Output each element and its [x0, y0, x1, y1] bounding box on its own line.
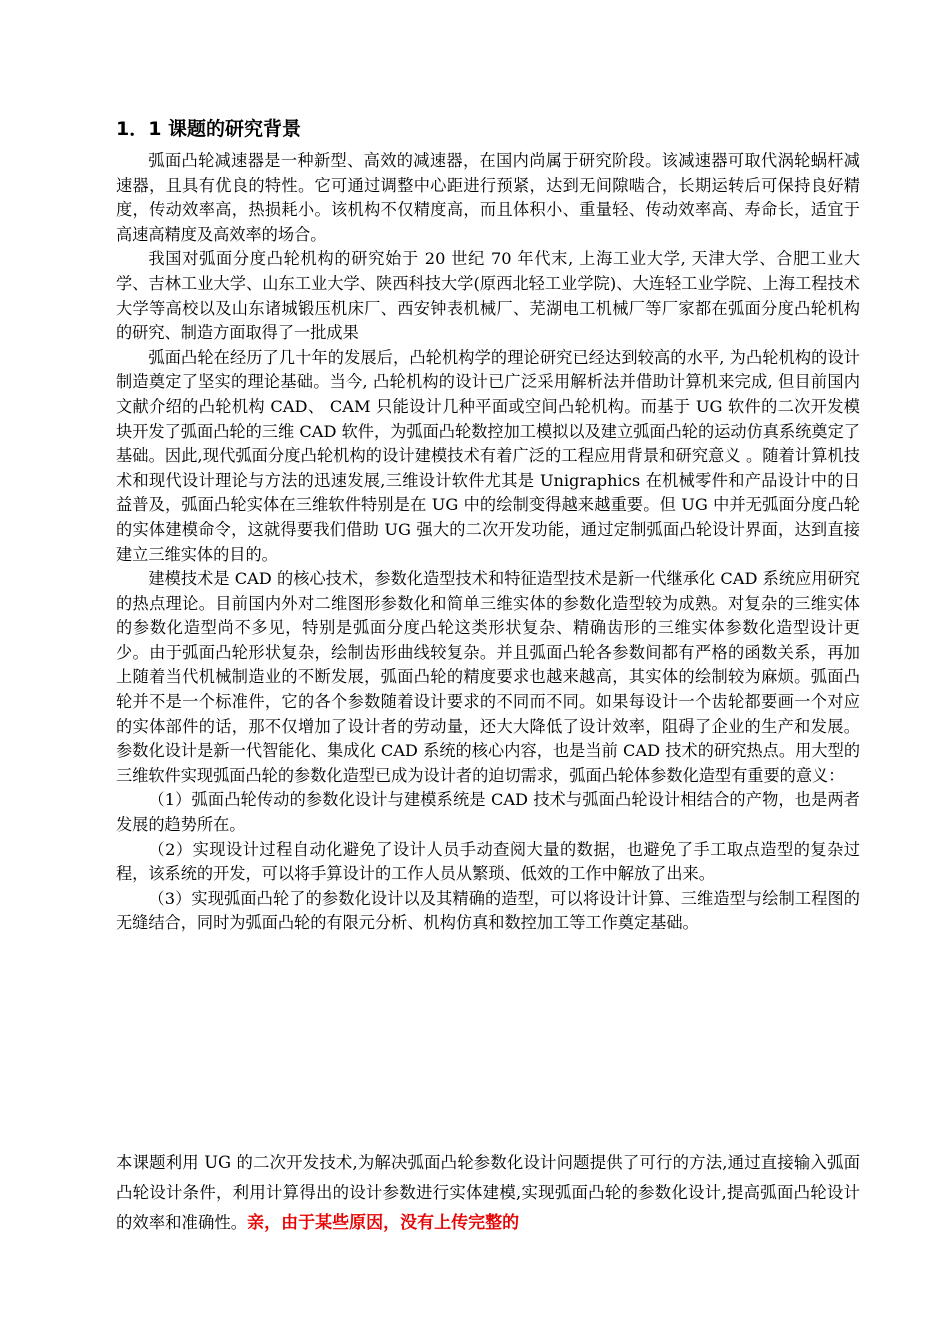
section-heading: 1．1 课题的研究背景: [116, 118, 302, 140]
conclusion-text: 本课题利用 UG 的二次开发技术,为解决弧面凸轮参数化设计问题提供了可行的方法,通过直接输入弧面凸轮设计条件，利用计算得出的设计参数进行实体建模,实现弧面凸轮的参数化设计,提高弧面凸轮设计的效率和准确性。: [116, 1153, 860, 1232]
upload-notice: 亲，由于某些原因，没有上传完整的: [247, 1213, 520, 1233]
body-text: [116, 149, 860, 940]
paragraph-modeling: 建模技术是 CAD 的核心技术，参数化造型技术和特征造型技术是新一代继承化 CAD 系统应用研究的热点理论。目前国内外对二维图形参数化和简单三维实体的参数化造型较为成熟。对复杂的三维实体的参数化造型尚不多见，特别是弧面分度凸轮这类形状复杂、精确齿形的三维实体参数化造型设计更少。由于弧面凸轮形状复杂，绘制齿形曲线较复杂。并且弧面凸轮各参数间都有严格的函数关系，再加上随着当代机械制造业的不断发展，弧面凸轮的精度要求也越来越高，其实体的绘制较为麻烦。弧面凸轮并不是一个标准件，它的各个参数随着设计要求的不同而不同。如果每设计一个齿轮都要画一个对应的实体部件的话，那不仅增加了设计者的劳动量，还大大降低了设计效率，阻碍了企业的生产和发展。参数化设计是新一代智能化、集成化 CAD 系统的核心内容，也是当前 CAD 技术的研究热点。用大型的三维软件实现弧面凸轮的参数化造型已成为设计者的迫切需求，弧面凸轮体参数化造型有重要的意义：: [116, 569, 860, 785]
conclusion-paragraph: [116, 1148, 860, 1238]
paragraph-research-history: 我国对弧面分度凸轮机构的研究始于 20 世纪 70 年代末, 上海工业大学, 天津大学、合肥工业大学、吉林工业大学、山东工业大学、陕西科技大学(原西北轻工业学院)、大连轻工业学院、上海工程技术大学等高校以及山东诸城锻压机床厂、西安钟表机械厂、芜湖电工机械厂等厂家都在弧面分度凸轮机构的研究、制造方面取得了一批成果: [116, 249, 860, 343]
paragraph-intro: 弧面凸轮减速器是一种新型、高效的减速器，在国内尚属于研究阶段。该减速器可取代涡轮蜗杆减速器，且具有优良的特性。它可通过调整中心距进行预紧，达到无间隙啮合，长期运转后可保持良好精度，传动效率高，热损耗小。该机构不仅精度高，而且体积小、重量轻、传动效率高、寿命长，适宜于高速高精度及高效率的场合。: [116, 151, 860, 244]
conclusion-block: [116, 1148, 860, 1238]
paragraph-development: 弧面凸轮在经历了几十年的发展后，凸轮机构学的理论研究已经达到较高的水平, 为凸轮机构的设计制造奠定了坚实的理论基础。当今, 凸轮机构的设计已广泛采用解析法并借助计算机来完成, 但目前国内文献介绍的凸轮机构 CAD、 CAM 只能设计几种平面或空间凸轮机构。而基于 UG 软件的二次开发模块开发了弧面凸轮的三维 CAD 软件，为弧面凸轮数控加工模拟以及建立弧面凸轮的运动仿真系统奠定了基础。因此,现代弧面分度凸轮机构的设计建模技术有着广泛的工程应用背景和研究意义 。随着计算机技术和现代设计理论与方法的迅速发展,三维设计软件尤其是 Unigraphics 在机械零件和产品设计中的日益普及，弧面凸轮实体在三维软件特别是在 UG 中的绘制变得越来越重要。但 UG 中并无弧面分度凸轮的实体建模命令，这就得要我们借助 UG 强大的二次开发功能，通过定制弧面凸轮设计界面，达到直接建立三维实体的目的。: [116, 347, 860, 564]
list-item-1: （1）弧面凸轮传动的参数化设计与建模系统是 CAD 技术与弧面凸轮设计相结合的产物，也是两者发展的趋势所在。: [116, 790, 860, 835]
list-item-2: （2）实现设计过程自动化避免了设计人员手动查阅大量的数据，也避免了手工取点造型的复杂过程，该系统的开发，可以将手算设计的工作人员从繁琐、低效的工作中解放了出来。: [116, 839, 860, 884]
list-item-3: （3）实现弧面凸轮了的参数化设计以及其精确的造型，可以将设计计算、三维造型与绘制工程图的无缝结合，同时为弧面凸轮的有限元分析、机构仿真和数控加工等工作奠定基础。: [116, 888, 860, 933]
